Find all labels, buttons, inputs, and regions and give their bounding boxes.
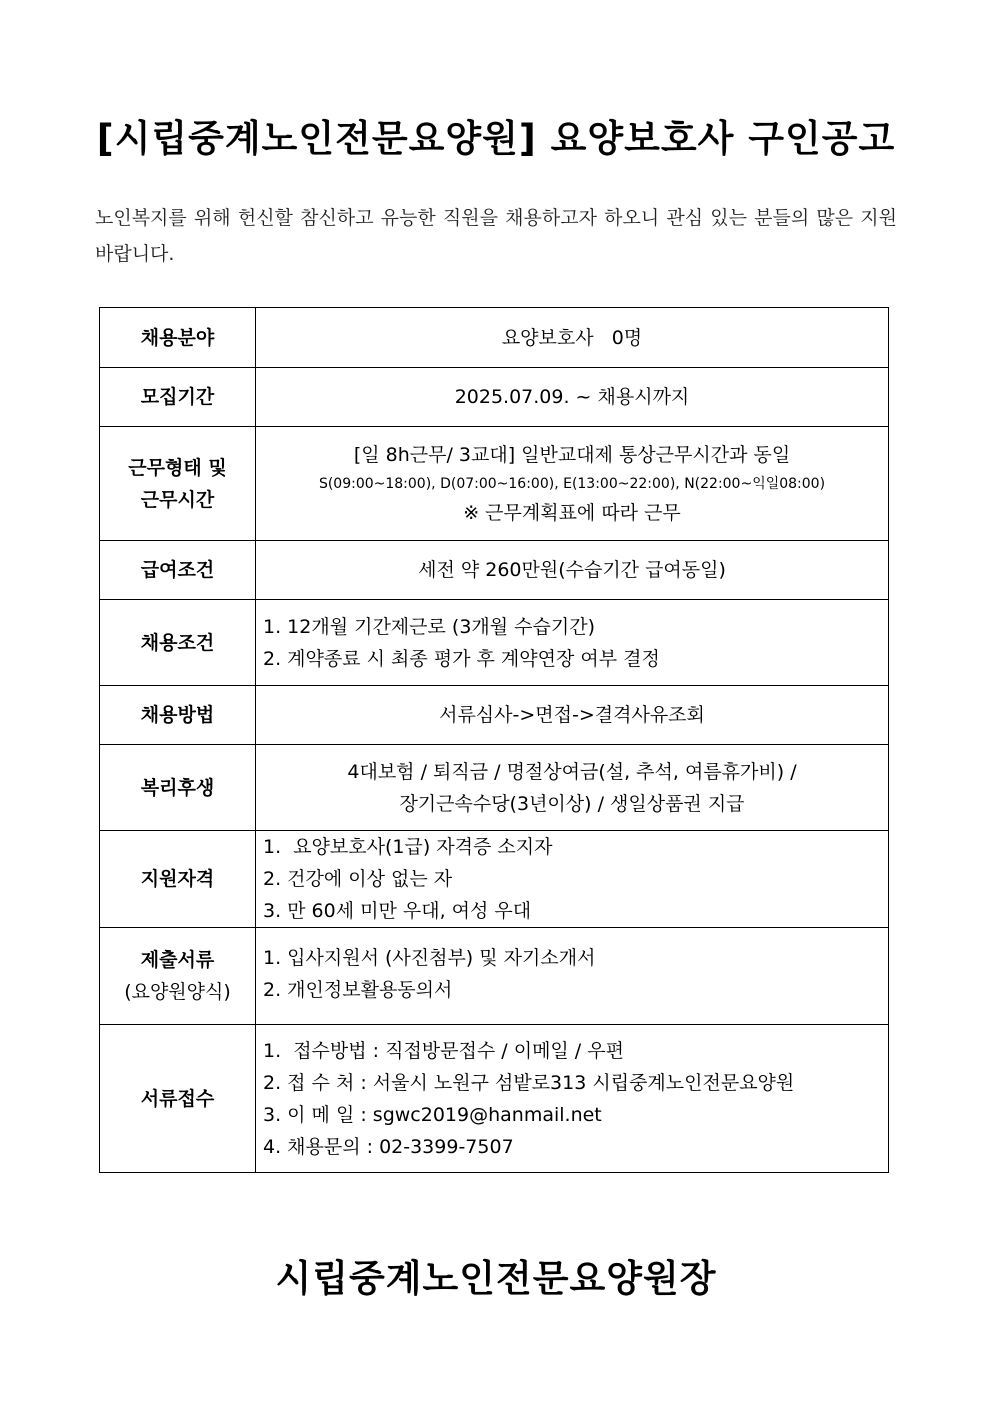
row-value-qualification xyxy=(256,831,889,928)
row-label-welfare: 복리후생 xyxy=(100,745,256,831)
row-value-welfare xyxy=(256,745,889,831)
list-item: 1. 12개월 기간제근로 (3개월 수습기간) xyxy=(263,615,595,638)
shift-times-line: S(09:00~18:00), D(07:00~16:00), E(13:00~22:00), N(22:00~익일08:00) xyxy=(318,475,826,492)
list-item: 1. 요양보호사(1급) 자격증 소지자 xyxy=(263,836,553,858)
list-item: 4. 채용문의 : 02-3399-7507 xyxy=(263,1135,514,1158)
table-row-qualification xyxy=(100,831,889,928)
row-value-field: 요양보호사 0명 xyxy=(256,308,889,368)
table-row-salary xyxy=(100,541,889,600)
list-item: 3. 이 메 일 : sgwc2019@hanmail.net xyxy=(263,1103,602,1126)
list-item: 1. 입사지원서 (사진첨부) 및 자기소개서 xyxy=(263,947,596,969)
row-value-salary: 세전 약 260만원(수습기간 급여동일) xyxy=(256,541,889,600)
row-label-method: 채용방법 xyxy=(100,686,256,745)
welfare-line2: 장기근속수당(3년이상) / 생일상품권 지급 xyxy=(399,792,745,815)
welfare-line1: 4대보험 / 퇴직금 / 명절상여금(설, 추석, 여름휴가비) / xyxy=(347,760,797,783)
table-row-submission xyxy=(100,1025,889,1173)
table-row-welfare xyxy=(100,745,889,831)
row-value-work xyxy=(256,427,889,541)
row-label-period: 모집기간 xyxy=(100,368,256,427)
list-item: 2. 개인정보활용동의서 xyxy=(263,979,453,1001)
row-value-method: 서류심사->면접->결격사유조회 xyxy=(256,686,889,745)
table-row-period xyxy=(100,368,889,427)
row-value-period: 2025.07.09. ~ 채용시까지 xyxy=(256,368,889,427)
intro-paragraph: 노인복지를 위해 헌신할 참신하고 유능한 직원을 채용하고자 하오니 관심 있는 분들의 많은 지원 바랍니다. xyxy=(95,207,897,265)
row-label-work xyxy=(100,427,256,541)
row-label-conditions: 채용조건 xyxy=(100,600,256,686)
table-row-work xyxy=(100,427,889,541)
recruitment-table xyxy=(99,307,889,1173)
row-value-submission xyxy=(256,1025,889,1173)
list-item: 2. 계약종료 시 최종 평가 후 계약연장 여부 결정 xyxy=(263,647,660,670)
row-value-documents xyxy=(256,928,889,1025)
row-label-field: 채용분야 xyxy=(100,308,256,368)
row-label-documents xyxy=(100,928,256,1025)
table-row-conditions xyxy=(100,600,889,686)
row-label-work-line1: 근무형태 및 xyxy=(128,456,227,479)
list-item: 2. 건강에 이상 없는 자 xyxy=(263,868,453,890)
page-title: [시립중계노인전문요양원] 요양보호사 구인공고 xyxy=(96,117,896,160)
table-row-documents xyxy=(100,928,889,1025)
row-label-documents-line2: (요양원양식) xyxy=(124,981,231,1003)
row-label-documents-line1: 제출서류 xyxy=(140,949,215,971)
list-item: 1. 접수방법 : 직접방문접수 / 이메일 / 우편 xyxy=(263,1039,624,1062)
row-value-conditions xyxy=(256,600,889,686)
work-hours-line: [일 8h근무/ 3교대] 일반교대제 통상근무시간과 동일 xyxy=(353,443,791,466)
table-row-method xyxy=(100,686,889,745)
row-label-salary: 급여조건 xyxy=(100,541,256,600)
list-item: 2. 접 수 처 : 서울시 노원구 섬밭로313 시립중계노인전문요양원 xyxy=(263,1071,795,1094)
row-label-submission: 서류접수 xyxy=(100,1025,256,1173)
table-row-field xyxy=(100,308,889,368)
list-item: 3. 만 60세 미만 우대, 여성 우대 xyxy=(263,900,532,922)
issuer-signature: 시립중계노인전문요양원장 xyxy=(275,1257,717,1300)
row-label-work-line2: 근무시간 xyxy=(140,488,215,511)
work-schedule-note: ※ 근무계획표에 따라 근무 xyxy=(463,501,681,524)
row-label-qualification: 지원자격 xyxy=(100,831,256,928)
